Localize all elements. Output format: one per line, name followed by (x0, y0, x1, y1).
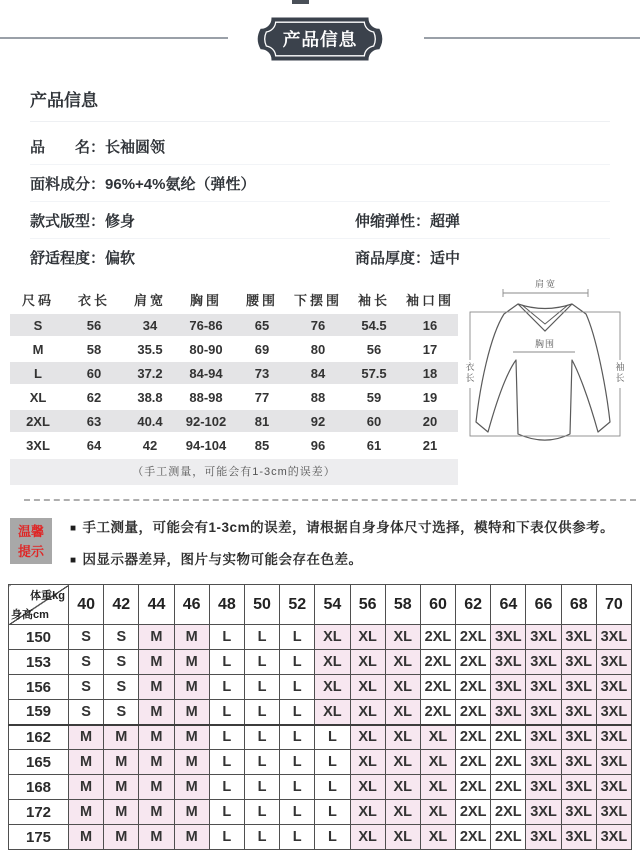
size-table-cell: 69 (234, 337, 290, 361)
size-table-cell: 59 (346, 385, 402, 409)
fit-table-cell: M (174, 825, 209, 850)
size-table-row (10, 385, 458, 409)
fit-table-cell: S (69, 625, 104, 650)
fit-table-cell: M (174, 675, 209, 700)
fit-table-cell: M (174, 775, 209, 800)
fit-table-cell: L (244, 750, 279, 775)
tips-bullet-1-text: 手工测量，可能会有1-3cm的误差，请根据自身身体尺寸选择，模特和下表仅供参考。 (82, 520, 615, 535)
section-title: 产品信息 (30, 86, 610, 122)
fit-table-cell: 2XL (491, 825, 526, 850)
stretch-value: 超弹 (430, 213, 461, 230)
fit-table-row (9, 825, 632, 850)
fit-table-cell: L (280, 825, 315, 850)
fit-table-cell: 3XL (526, 825, 561, 850)
fit-table-cell: L (280, 725, 315, 750)
size-table-cell: 17 (402, 337, 458, 361)
fit-table-cell: S (69, 675, 104, 700)
fit-table-cell: 3XL (596, 675, 631, 700)
fit-table-weight-header: 60 (420, 585, 455, 625)
info-row-comfort-thickness (30, 239, 610, 275)
fit-table-cell: L (315, 800, 350, 825)
fit-table-cell: 3XL (526, 625, 561, 650)
square-bullet-icon: ■ (70, 523, 77, 534)
fit-table-cell: 3XL (596, 625, 631, 650)
size-table-cell: 60 (346, 409, 402, 433)
fit-table-weight-header: 52 (280, 585, 315, 625)
size-table-cell: 88-98 (178, 385, 234, 409)
size-table-cell: 3XL (10, 433, 66, 457)
fit-table-cell: 3XL (561, 750, 596, 775)
fit-table-cell: 3XL (526, 750, 561, 775)
fit-table-cell: 3XL (561, 825, 596, 850)
name-label: 品 名： (30, 139, 106, 156)
style-label: 款式版型： (30, 213, 106, 230)
fit-table-cell: 3XL (561, 700, 596, 725)
fit-table-cell: S (69, 700, 104, 725)
fit-table-row (9, 725, 632, 750)
size-table-cell: 81 (234, 409, 290, 433)
shoulder-label: 肩宽 (534, 279, 558, 289)
fit-table-cell: S (69, 650, 104, 675)
fit-table-cell: M (174, 650, 209, 675)
fit-table-cell: L (244, 825, 279, 850)
fit-table-cell: M (174, 700, 209, 725)
thickness-pair (355, 247, 610, 268)
info-row-fabric (30, 165, 610, 202)
size-table-cell: 96 (290, 433, 346, 457)
fit-table-cell: XL (350, 700, 385, 725)
fit-table-cell: 2XL (456, 675, 491, 700)
size-table-cell: 38.8 (122, 385, 178, 409)
size-table-cell: 16 (402, 313, 458, 337)
fabric-value: 96%+4%氨纶（弹性） (105, 176, 256, 193)
size-table-cell: 88 (290, 385, 346, 409)
fit-table-cell: M (69, 775, 104, 800)
fit-table-weight-header: 54 (315, 585, 350, 625)
fit-table-cell: L (244, 775, 279, 800)
fit-table (8, 584, 632, 850)
fit-table-cell: XL (385, 725, 420, 750)
size-table-row (10, 337, 458, 361)
size-table-cell: 76-86 (178, 313, 234, 337)
fit-table-cell: M (174, 750, 209, 775)
fit-table-row (9, 700, 632, 725)
fit-table-cell: M (104, 825, 139, 850)
fit-table-cell: 2XL (456, 725, 491, 750)
fit-table-cell: 3XL (561, 625, 596, 650)
thickness-label: 商品厚度： (355, 250, 431, 267)
fit-table-weight-header: 70 (596, 585, 631, 625)
fit-table-cell: M (139, 800, 174, 825)
sleeve-label: 袖长 (615, 362, 625, 383)
fit-table-cell: M (174, 725, 209, 750)
square-bullet-icon: ■ (70, 555, 77, 566)
fit-table-cell: M (139, 725, 174, 750)
fit-table-cell: XL (315, 650, 350, 675)
fit-table-cell: 3XL (491, 650, 526, 675)
fit-table-cell: M (69, 825, 104, 850)
size-table-cell: 20 (402, 409, 458, 433)
size-table-cell: 80-90 (178, 337, 234, 361)
size-table-cell: 56 (346, 337, 402, 361)
fit-table-cell: 3XL (596, 650, 631, 675)
warm-tips-line1: 温馨 (17, 524, 44, 539)
fit-table-weight-header: 40 (69, 585, 104, 625)
fit-table-cell: S (104, 675, 139, 700)
fit-table-height: 172 (9, 800, 69, 825)
fit-table-cell: XL (350, 625, 385, 650)
size-table-cell: 92 (290, 409, 346, 433)
fit-table-cell: M (69, 800, 104, 825)
corner-height-label: 身高cm (11, 609, 49, 621)
fit-table-cell: L (280, 675, 315, 700)
size-table-cell: 19 (402, 385, 458, 409)
fit-table-cell: XL (385, 700, 420, 725)
size-table-cell: 84 (290, 361, 346, 385)
fit-table-cell: L (280, 625, 315, 650)
fit-table-cell: L (244, 700, 279, 725)
tips-bullets (70, 516, 630, 568)
fit-table-cell: 3XL (596, 775, 631, 800)
fit-table-cell: L (209, 650, 244, 675)
decor-line-right (424, 37, 640, 39)
fit-table-cell: 3XL (561, 650, 596, 675)
corner-weight-label: 体重kg (30, 590, 65, 602)
fit-table-cell: S (104, 700, 139, 725)
fit-table-cell: 3XL (526, 675, 561, 700)
size-table-cell: M (10, 337, 66, 361)
badge-plaque-icon (250, 14, 390, 64)
fit-table-cell: L (315, 725, 350, 750)
fit-table-cell: M (139, 775, 174, 800)
fit-table-weight-header: 58 (385, 585, 420, 625)
fit-table-cell: L (244, 675, 279, 700)
fit-table-height: 150 (9, 625, 69, 650)
size-table-section (10, 286, 458, 485)
size-table-cell: L (10, 361, 66, 385)
fit-table-cell: 2XL (420, 675, 455, 700)
fit-table-cell: L (209, 800, 244, 825)
size-table-cell: 80 (290, 337, 346, 361)
fit-table-cell: 3XL (526, 650, 561, 675)
fit-table-cell: L (209, 625, 244, 650)
size-table-cell: 62 (66, 385, 122, 409)
fit-table-row (9, 775, 632, 800)
size-table-cell: 40.4 (122, 409, 178, 433)
fit-table-cell: XL (350, 775, 385, 800)
fit-table-height: 162 (9, 725, 69, 750)
name-pair (30, 136, 165, 157)
fit-table-cell: M (104, 725, 139, 750)
fit-table-cell: 2XL (491, 800, 526, 825)
size-table (10, 286, 458, 458)
fit-table-cell: 2XL (491, 725, 526, 750)
fit-table-cell: M (139, 675, 174, 700)
size-table-header: 袖口围 (405, 292, 454, 308)
fit-table-cell: XL (350, 650, 385, 675)
fit-table-cell: 3XL (491, 675, 526, 700)
comfort-value: 偏软 (105, 250, 136, 267)
fit-table-weight-header: 64 (491, 585, 526, 625)
size-table-cell: 77 (234, 385, 290, 409)
fit-table-height: 159 (9, 700, 69, 725)
size-table-cell: 63 (66, 409, 122, 433)
fit-table-weight-header: 46 (174, 585, 209, 625)
fit-table-cell: L (315, 775, 350, 800)
size-table-row (10, 313, 458, 337)
fit-table-cell: L (280, 800, 315, 825)
fit-table-cell: M (104, 800, 139, 825)
fit-table-weight-header: 66 (526, 585, 561, 625)
size-table-header: 尺码 (21, 292, 54, 308)
fit-table-cell: L (209, 825, 244, 850)
fit-table-cell: S (104, 625, 139, 650)
info-row-name (30, 128, 610, 165)
fit-table-cell: 2XL (456, 750, 491, 775)
fit-table-cell: M (139, 825, 174, 850)
size-table-cell: 54.5 (346, 313, 402, 337)
size-table-cell: 73 (234, 361, 290, 385)
size-table-header: 袖长 (357, 292, 390, 308)
size-measure-note: （手工测量，可能会有1-3cm的误差） (10, 459, 458, 485)
size-table-cell: 35.5 (122, 337, 178, 361)
product-info-section (30, 86, 610, 275)
fit-table-cell: 2XL (456, 775, 491, 800)
fit-table-cell: 3XL (596, 725, 631, 750)
fit-table-cell: L (244, 650, 279, 675)
comfort-label: 舒适程度： (30, 250, 106, 267)
warm-tips-box (10, 518, 52, 564)
fit-table-cell: 2XL (456, 700, 491, 725)
fit-table-cell: XL (350, 750, 385, 775)
fit-table-cell: XL (350, 825, 385, 850)
fit-table-cell: L (315, 825, 350, 850)
size-table-cell: 2XL (10, 409, 66, 433)
size-table-header: 下摆围 (293, 292, 342, 308)
fit-table-cell: S (104, 650, 139, 675)
fit-table-cell: XL (350, 800, 385, 825)
fit-table-cell: M (139, 650, 174, 675)
size-table-cell: S (10, 313, 66, 337)
fit-table-cell: L (244, 725, 279, 750)
fit-table-cell: XL (385, 750, 420, 775)
fit-table-row (9, 800, 632, 825)
fit-table-cell: XL (420, 825, 455, 850)
size-table-cell: 21 (402, 433, 458, 457)
fit-table-cell: 3XL (526, 775, 561, 800)
fit-table-cell: XL (385, 625, 420, 650)
fabric-pair (30, 173, 255, 194)
info-row-style-stretch (30, 202, 610, 239)
size-table-cell: 85 (234, 433, 290, 457)
size-table-cell: 76 (290, 313, 346, 337)
fit-table-cell: 3XL (596, 700, 631, 725)
fit-table-cell: 3XL (561, 725, 596, 750)
tips-bullet-2 (70, 548, 630, 568)
warm-tips-section (10, 516, 630, 580)
size-table-cell: XL (10, 385, 66, 409)
fit-table-cell: 3XL (526, 725, 561, 750)
chest-label: 胸围 (534, 339, 556, 349)
fit-table-cell: XL (350, 675, 385, 700)
fit-table-cell: L (244, 800, 279, 825)
fit-table-cell: XL (385, 825, 420, 850)
fit-table-cell: XL (315, 700, 350, 725)
fit-table-cell: M (139, 750, 174, 775)
name-value: 长袖圆领 (105, 139, 166, 156)
size-table-cell: 34 (122, 313, 178, 337)
size-table-cell: 58 (66, 337, 122, 361)
fit-table-cell: XL (385, 675, 420, 700)
fit-table-weight-header: 48 (209, 585, 244, 625)
fit-table-cell: L (209, 750, 244, 775)
fit-table-cell: L (280, 775, 315, 800)
fabric-label: 面料成分： (30, 176, 106, 193)
size-table-cell: 37.2 (122, 361, 178, 385)
fit-table-cell: 2XL (491, 750, 526, 775)
fit-table-cell: 3XL (596, 825, 631, 850)
fit-table-cell: 2XL (456, 825, 491, 850)
fit-table-cell: L (209, 700, 244, 725)
fit-table-cell: M (104, 750, 139, 775)
fit-table-cell: 2XL (420, 650, 455, 675)
style-value: 修身 (105, 213, 136, 230)
fit-table-cell: 3XL (491, 700, 526, 725)
fit-table-weight-header: 68 (561, 585, 596, 625)
size-table-cell: 92-102 (178, 409, 234, 433)
fit-table-cell: M (139, 625, 174, 650)
fit-table-cell: L (280, 700, 315, 725)
fit-table-cell: XL (420, 750, 455, 775)
badge-title: 产品信息 (282, 29, 358, 50)
fit-table-cell: M (174, 800, 209, 825)
fit-table-cell: 3XL (526, 700, 561, 725)
fit-table-cell: 3XL (561, 800, 596, 825)
stretch-pair (355, 210, 610, 231)
fit-table-row (9, 750, 632, 775)
style-pair (30, 210, 135, 231)
fit-table-cell: XL (385, 800, 420, 825)
fit-table-cell: 3XL (561, 775, 596, 800)
shirt-diagram-icon (458, 276, 638, 468)
size-table-header: 衣长 (77, 292, 110, 308)
fit-table-cell: 2XL (491, 775, 526, 800)
size-table-cell: 64 (66, 433, 122, 457)
fit-table-weight-header: 50 (244, 585, 279, 625)
fit-table-weight-header: 44 (139, 585, 174, 625)
fit-table-cell: XL (315, 625, 350, 650)
fit-table-cell: 3XL (491, 625, 526, 650)
size-table-cell: 56 (66, 313, 122, 337)
fit-table-cell: 2XL (456, 625, 491, 650)
product-info-badge (250, 14, 390, 69)
fit-table-corner (9, 585, 69, 625)
fit-table-cell: M (69, 750, 104, 775)
shirt-diagram (458, 276, 638, 468)
fit-table-height: 153 (9, 650, 69, 675)
fit-table-cell: M (139, 700, 174, 725)
fit-table-cell: 2XL (456, 650, 491, 675)
fit-table-height: 168 (9, 775, 69, 800)
fit-table-height: 165 (9, 750, 69, 775)
fit-table-cell: 2XL (456, 800, 491, 825)
size-table-header: 腰围 (245, 292, 278, 308)
shirt-outline (476, 304, 610, 440)
fit-table-cell: 3XL (596, 750, 631, 775)
fit-table-cell: 3XL (561, 675, 596, 700)
fit-table-cell: L (280, 650, 315, 675)
fit-table-height: 156 (9, 675, 69, 700)
fit-table-cell: L (280, 750, 315, 775)
size-table-cell: 18 (402, 361, 458, 385)
fit-table-row (9, 650, 632, 675)
size-table-cell: 84-94 (178, 361, 234, 385)
fit-table-cell: M (69, 725, 104, 750)
fit-table-cell: XL (420, 800, 455, 825)
fit-table-cell: L (209, 725, 244, 750)
fit-table-cell: L (209, 775, 244, 800)
fit-table-cell: XL (315, 675, 350, 700)
tips-bullet-2-text: 因显示器差异，图片与实物可能会存在色差。 (82, 552, 363, 567)
tips-bullet-1 (70, 516, 630, 536)
fit-table-cell: 3XL (526, 800, 561, 825)
fit-table-cell: 2XL (420, 625, 455, 650)
warm-tips-line2: 提示 (17, 544, 44, 560)
comfort-pair (30, 247, 135, 268)
fit-table-cell: XL (350, 725, 385, 750)
size-table-header: 胸围 (189, 292, 222, 308)
fit-table-cell: XL (385, 650, 420, 675)
size-table-row (10, 433, 458, 457)
size-table-header: 肩宽 (133, 292, 166, 308)
size-table-cell: 60 (66, 361, 122, 385)
fit-table-cell: M (104, 775, 139, 800)
fit-table-cell: 3XL (596, 800, 631, 825)
info-rows (30, 128, 610, 275)
fit-table-section (8, 584, 632, 850)
fit-table-cell: 2XL (420, 700, 455, 725)
thickness-value: 适中 (430, 250, 461, 267)
size-table-cell: 61 (346, 433, 402, 457)
top-edge-mark (292, 0, 309, 4)
size-table-cell: 57.5 (346, 361, 402, 385)
stretch-label: 伸缩弹性： (355, 213, 431, 230)
fit-table-weight-header: 42 (104, 585, 139, 625)
fit-table-cell: L (315, 750, 350, 775)
fit-table-cell: L (209, 675, 244, 700)
size-table-row (10, 361, 458, 385)
length-label: 衣长 (465, 362, 475, 383)
fit-table-cell: XL (420, 775, 455, 800)
size-table-cell: 65 (234, 313, 290, 337)
fit-table-row (9, 625, 632, 650)
size-table-cell: 94-104 (178, 433, 234, 457)
fit-table-weight-header: 56 (350, 585, 385, 625)
size-table-cell: 42 (122, 433, 178, 457)
fit-table-cell: M (174, 625, 209, 650)
size-table-row (10, 409, 458, 433)
dashed-divider (24, 499, 636, 501)
decor-line-left (0, 37, 228, 39)
fit-table-cell: XL (385, 775, 420, 800)
fit-table-row (9, 675, 632, 700)
fit-table-cell: XL (420, 725, 455, 750)
fit-table-cell: L (244, 625, 279, 650)
fit-table-weight-header: 62 (456, 585, 491, 625)
fit-table-height: 175 (9, 825, 69, 850)
